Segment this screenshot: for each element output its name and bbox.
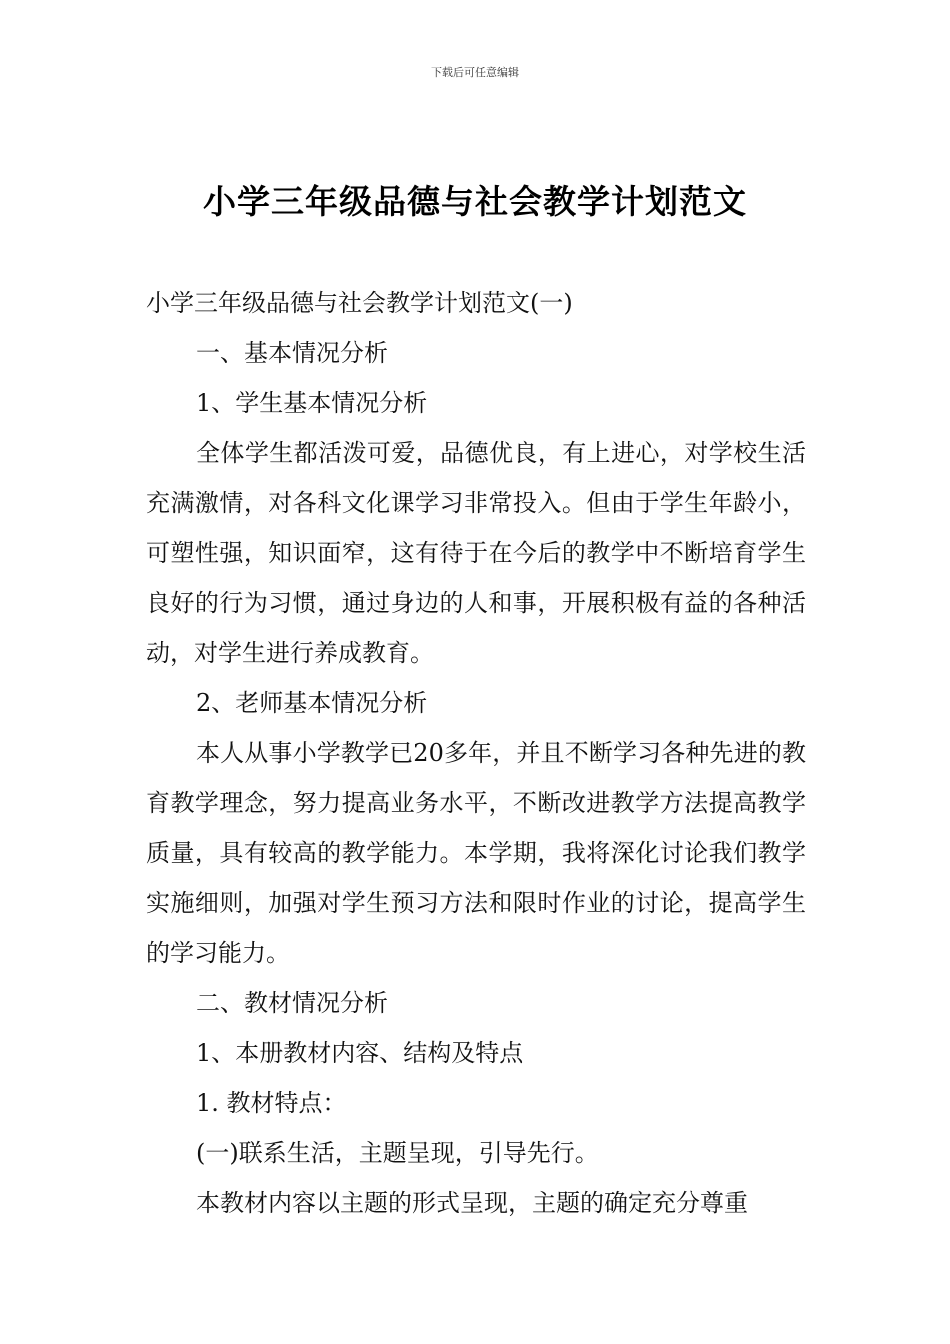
heading-student-analysis: 1、学生基本情况分析 (196, 389, 428, 417)
heading-textbook-features: 1. 教材特点： (196, 1089, 347, 1117)
heading-teacher-analysis: 2、老师基本情况分析 (196, 689, 428, 717)
paragraph-teacher-analysis: 本人从事小学教学已20多年，并且不断学习各种先进的教育教学理念，努力提高业务水平，不断改进教学方法提高教学质量，具有较高的教学能力。本学期，我将深化讨论我们教学实施细则，加强对学生预习方法和限时作业的讨论，提高学生的学习能力。 (146, 739, 806, 967)
heading-textbook-analysis: 二、教材情况分析 (196, 989, 388, 1017)
paragraph-student-analysis: 全体学生都活泼可爱，品德优良，有上进心，对学校生活充满激情，对各科文化课学习非常投入。但由于学生年龄小，可塑性强，知识面窄，这有待于在今后的教学中不断培育学生良好的行为习惯，通过身边的人和事，开展积极有益的各种活动，对学生进行养成教育。 (146, 439, 806, 667)
document-title: 小学三年级品德与社会教学计划范文 (203, 182, 747, 221)
heading-feature-one: (一)联系生活，主题呈现，引导先行。 (196, 1139, 599, 1167)
heading-textbook-content: 1、本册教材内容、结构及特点 (196, 1039, 524, 1067)
header-note: 下载后可任意编辑 (431, 66, 519, 79)
paragraph-textbook-themes: 本教材内容以主题的形式呈现，主题的确定充分尊重 (196, 1189, 748, 1217)
heading-basic-analysis: 一、基本情况分析 (196, 339, 388, 367)
section-subtitle: 小学三年级品德与社会教学计划范文(一) (146, 289, 573, 317)
document-body (146, 278, 806, 1228)
